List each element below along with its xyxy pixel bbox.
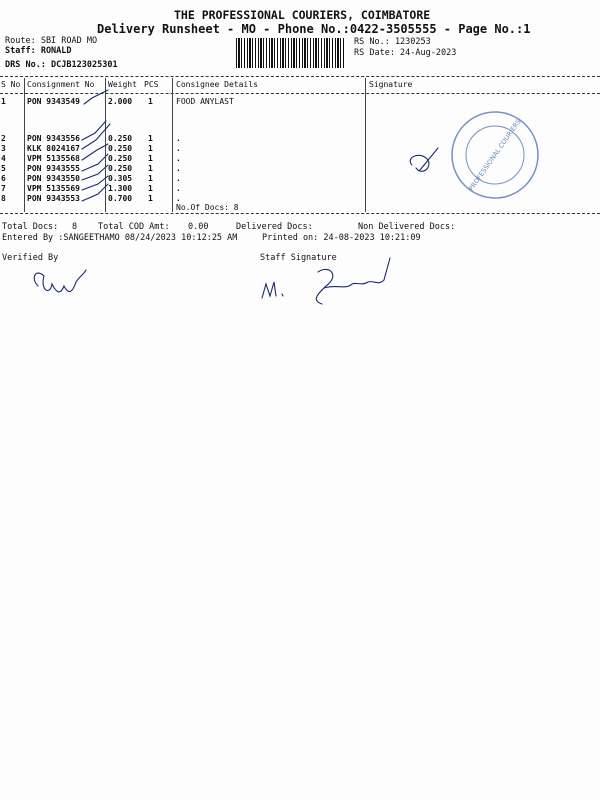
row-consignment: PON 9343549	[27, 97, 80, 106]
header-weight: Weight	[108, 80, 137, 89]
no-of-docs: No.Of Docs: 8	[176, 203, 239, 212]
row-sno: 5	[1, 164, 6, 173]
row-pcs: 1	[148, 174, 153, 183]
row-sno: 8	[1, 194, 6, 203]
total-docs-value: 8	[72, 222, 78, 232]
company-title: THE PROFESSIONAL COURIERS, COIMBATORE	[174, 8, 431, 22]
row-consignee: FOOD ANYLAST	[176, 97, 234, 106]
tick-mark	[84, 90, 108, 104]
staff-signature	[316, 258, 390, 304]
total-docs-label: Total Docs:	[2, 222, 59, 232]
row-consignment: PON 9343550	[27, 174, 80, 183]
rs-number: RS No.: 1230253	[354, 37, 431, 47]
total-cod-value: 0.00	[188, 222, 209, 232]
row-pcs: 1	[148, 134, 153, 143]
row-sno: 1	[1, 97, 6, 106]
header-sno: S No	[1, 80, 21, 89]
row-weight: 2.000	[108, 97, 133, 106]
row-consignment: PON 9343553	[27, 194, 80, 203]
row-consignee: .	[176, 144, 181, 153]
verified-signature	[34, 270, 86, 292]
row-weight: 0.250	[108, 134, 133, 143]
staff-signature-label: Staff Signature	[260, 253, 337, 263]
row-consignee: .	[176, 134, 181, 143]
row-consignment: VPM 5135569	[27, 184, 80, 193]
tick-mark	[82, 121, 106, 140]
row-consignment: VPM 5135568	[27, 154, 80, 163]
row-pcs: 1	[148, 144, 153, 153]
route-label: Route: SBI ROAD MO	[5, 36, 98, 46]
row-pcs: 1	[148, 154, 153, 163]
staff-label: Staff: RONALD	[5, 46, 72, 56]
stamp-text: PROFESSIONAL COURIERS	[467, 117, 523, 193]
row-weight: 0.305	[108, 174, 133, 183]
row-consignee: .	[176, 184, 181, 193]
row-weight: 0.700	[108, 194, 133, 203]
row-pcs: 1	[148, 194, 153, 203]
row-weight: 1.300	[108, 184, 133, 193]
header-consignment: Consignment No	[27, 80, 95, 89]
entered-by: Entered By :SANGEETHAMO 08/24/2023 10:12:25 AM	[2, 233, 238, 243]
drs-number: DRS No.: DCJB123025301	[5, 60, 118, 70]
row-consignee: .	[176, 164, 181, 173]
row-consignee: .	[176, 174, 181, 183]
delivery-signature	[410, 148, 438, 171]
staff-signature	[262, 282, 283, 298]
verified-by-label: Verified By	[2, 253, 59, 263]
row-weight: 0.250	[108, 164, 133, 173]
non-delivered-docs: Non Delivered Docs:	[358, 222, 456, 232]
row-sno: 7	[1, 184, 6, 193]
row-consignee: .	[176, 194, 181, 203]
header-signature: Signature	[369, 80, 413, 89]
row-pcs: 1	[148, 184, 153, 193]
tick-mark	[82, 184, 108, 201]
header-pcs: PCS	[144, 80, 159, 89]
rs-date: RS Date: 24-Aug-2023	[354, 48, 457, 58]
row-consignment: PON 9343556	[27, 134, 80, 143]
row-weight: 0.250	[108, 154, 133, 163]
printed-on: Printed on: 24-08-2023 10:21:09	[262, 233, 421, 243]
runsheet-subtitle: Delivery Runsheet - MO - Phone No.:0422-3505555 - Page No.:1	[97, 22, 531, 36]
row-consignee: .	[176, 154, 181, 163]
row-sno: 3	[1, 144, 6, 153]
row-sno: 4	[1, 154, 6, 163]
row-weight: 0.250	[108, 144, 133, 153]
row-consignment: PON 9343555	[27, 164, 80, 173]
total-cod-label: Total COD Amt:	[98, 222, 170, 232]
row-consignment: KLK 8024167	[27, 144, 80, 153]
header-consignee: Consignee Details	[176, 80, 258, 89]
row-pcs: 1	[148, 97, 153, 106]
row-sno: 6	[1, 174, 6, 183]
row-sno: 2	[1, 134, 6, 143]
row-pcs: 1	[148, 164, 153, 173]
delivered-docs: Delivered Docs:	[236, 222, 313, 232]
tick-mark	[82, 165, 108, 180]
